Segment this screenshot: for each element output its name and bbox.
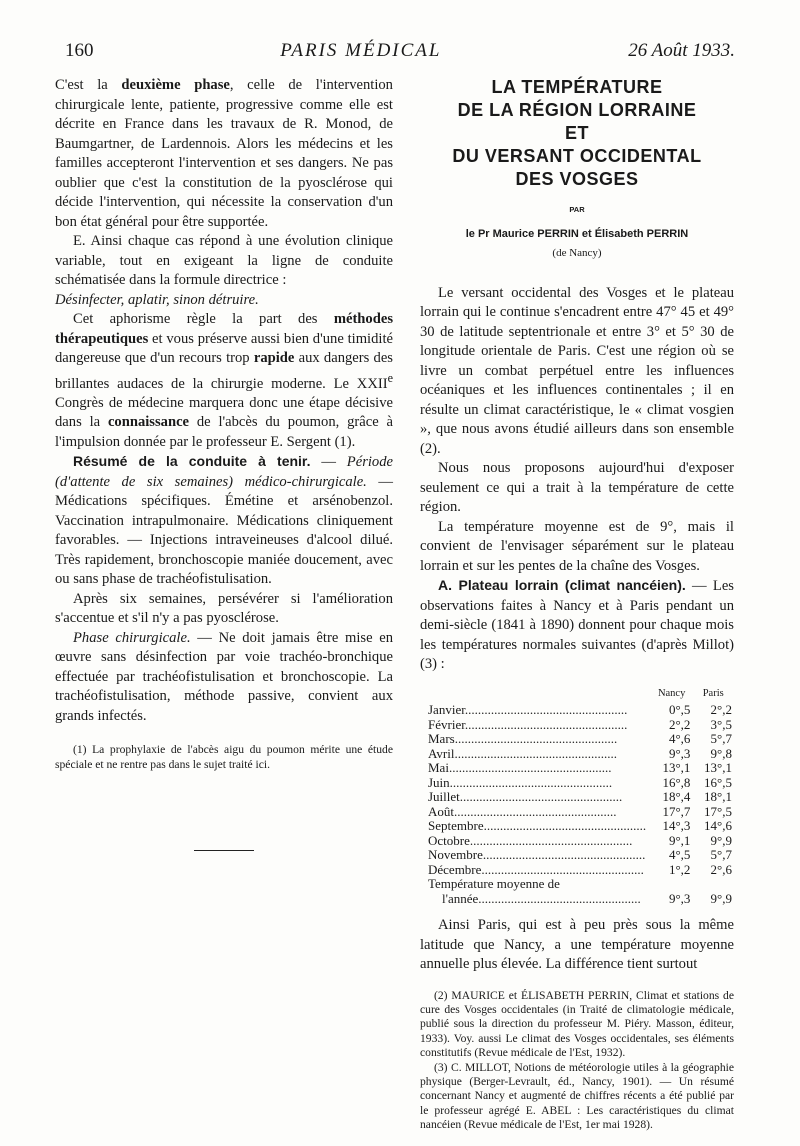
nancy-annual: 9°,3 (668, 890, 691, 906)
nancy-value: 0°,5 (668, 702, 691, 717)
nancy-value: 14°,3 (662, 818, 691, 833)
month-label: Janvier.................................................. (428, 703, 628, 717)
table-row (428, 761, 734, 776)
column-header-nancy: Nancy (657, 687, 686, 699)
nancy-value: 9°,3 (668, 745, 691, 761)
table-row (428, 819, 734, 834)
month-label: Mai.................................................. (428, 761, 612, 775)
month-label: Octobre.................................................. (428, 833, 633, 848)
paragraph: E. Ainsi chaque cas répond à une évolution clinique variable, tout en exigeant la ligne de conduite schématisée dans la formule directrice : (55, 233, 393, 288)
table-row (428, 863, 734, 878)
table-row (428, 703, 734, 718)
paragraph: Cet aphorisme règle la part des méthodes thérapeutiques et vous préserve aussi bien d'une timidité dangereuse que d'un recours trop rapide aux dangers des brillantes audaces de la chirurgie moderne. Le XXIIe Congrès de médecine marquera donc une étape décisive dans la connaissance de l'abcès du poumon, grâce à l'impulsion donnée par le professeur E. Sergent (1). (55, 311, 393, 450)
footnote: (3) C. MILLOT, Notions de météorologie utiles à la géographie physique (Berger-Levrault, éd., Nancy, 1901). — Un résumé concernant Nancy et augmenté de chiffres récents a été publié par le professeur agrégé E. ABEL : Les caractéristiques du climat nancéien (Revue médicale de l'Est, 1er mai 1928). (420, 1060, 734, 1132)
month-label: Juillet.................................................. (428, 790, 623, 804)
paragraph: Après six semaines, persévérer si l'amélioration s'accentue et s'il n'y a pas pyosclérose. (55, 590, 393, 627)
table-row (428, 834, 734, 849)
month-label: Avril.................................................. (428, 746, 617, 761)
right-column (420, 76, 734, 1133)
nancy-value: 16°,8 (662, 774, 691, 790)
table-row (428, 747, 734, 762)
paris-value: 5°,7 (710, 731, 732, 746)
paragraph: La température moyenne est de 9°, mais il convient de l'envisager séparément sur le plateau lorrain et sur les pentes de la chaîne des Vosges. (420, 518, 734, 574)
table-row (428, 805, 734, 820)
paragraph: Phase chirurgicale. — Ne doit jamais être mise en œuvre sans désinfection par voie trachéo-bronchique effectuée par trachéofistulisation et bronchoscopie. La trachéofistulisation, méthode passive, convient aux grands infectés. (55, 629, 394, 724)
page-header (65, 40, 735, 70)
paris-value: 9°,8 (710, 745, 732, 761)
month-label: Septembre.................................................. (428, 819, 647, 833)
paragraph: A. Plateau lorrain (climat nancéien). — Les observations faites à Nancy et à Paris pendant un demi-siècle (1841 à 1890) donnent pour chaque mois les températures normales suivantes (d'après Millot) (3) : (420, 577, 734, 672)
month-label: Février.................................................. (428, 717, 628, 732)
month-label: Juin.................................................. (428, 775, 613, 790)
paris-value: 9°,9 (710, 832, 732, 848)
page-number: 160 (65, 40, 94, 61)
nancy-value: 9°,1 (668, 832, 691, 848)
month-label: Août.................................................. (428, 804, 617, 819)
month-label: Novembre.................................................. (428, 848, 646, 862)
nancy-value: 2°,2 (668, 716, 691, 732)
issue-date: 26 Août 1933. (628, 40, 735, 61)
nancy-value: 4°,5 (668, 847, 691, 862)
table-row (428, 776, 734, 791)
footnotes (420, 989, 734, 1133)
footnote: (1) La prophylaxie de l'abcès aigu du poumon mérite une étude spéciale et ne rentre pas dans le sujet traité ici. (55, 743, 393, 772)
paris-value: 3°,5 (710, 716, 732, 732)
nancy-value: 4°,6 (668, 731, 691, 746)
footnote: (2) MAURICE et ÉLISABETH PERRIN, Climat et stations de cure des Vosges occidentales (in Traité de climatologie médicale, publié sous la direction du professeur M. Piéry. Masson, éditeur, 1933). Voy. aussi Le climat des Vosges occidentales, ses éléments constitutifs (Revue médicale de l'Est, 1932). (420, 988, 734, 1060)
table-row (428, 790, 734, 805)
table-row (428, 732, 734, 747)
month-label: Décembre.................................................. (428, 862, 644, 877)
affiliation: (de Nancy) (552, 247, 602, 259)
paragraph: Résumé de la conduite à tenir. — Période (d'attente de six semaines) médico-chirurgicale. — Médications spécifiques. Émétine et arsénobenzol. Vaccination intrapulmonaire. Médications cliniquement favorables. — Injections intraveineuses d'alcool dilué. Très rapidement, bronchoscopie maniée doucement, avec ou sans phase de trachéofistulisation. (55, 453, 393, 588)
section-heading: Résumé de la conduite à tenir. (73, 453, 311, 470)
table-row-annual: l'année.................................................. 9°,3 9°,9 (442, 890, 732, 906)
table-row (428, 848, 734, 863)
paris-value: 2°,6 (710, 861, 732, 877)
article-title: LA TEMPÉRATURE DE LA RÉGION LORRAINE ET DU VERSANT OCCIDENTAL DES VOSGES (452, 77, 702, 189)
paris-value: 16°,5 (704, 774, 732, 790)
paris-value: 13°,1 (704, 760, 732, 775)
column-end-rule (194, 850, 254, 851)
nancy-value: 18°,4 (662, 789, 691, 804)
column-header-paris: Paris (702, 687, 724, 699)
section-heading: A. Plateau lorrain (climat nancéien). (438, 577, 686, 593)
paragraph: C'est la deuxième phase, celle de l'intervention chirurgicale lente, patiente, progressive comme elle est décrite en France dans les travaux de R. Monod, de Baumgartner, de Lardennois. Alors les médecins et les familles accepteront l'intervention et ses dangers. Ne pas oublier que c'est la constitution de la pyosclérose qui décide l'intervention, qui nécessite la conservation d'un bon état général pour être supportée. (55, 77, 393, 230)
paris-value: 5°,7 (710, 847, 732, 862)
temperature-table (428, 687, 734, 907)
month-label: Mars.................................................. (428, 732, 618, 746)
table-row (428, 718, 734, 733)
authors: le Pr Maurice PERRIN et Élisabeth PERRIN (465, 227, 689, 240)
nancy-value: 17°,7 (662, 803, 691, 819)
journal-title: PARIS MÉDICAL (280, 40, 442, 61)
paris-value: 2°,2 (710, 702, 732, 717)
paragraph: Ainsi Paris, qui est à peu près sous la même latitude que Nancy, a une température moyenne annuelle plus élevée. La différence tient surtout (420, 917, 734, 972)
motto: Désinfecter, aplatir, sinon détruire. (55, 291, 259, 308)
left-column (55, 76, 393, 851)
paris-value: 17°,5 (704, 803, 732, 819)
paragraph: Le versant occidental des Vosges et le plateau lorrain qui le continue s'encadrent entre 47° 45 et 49° 30 de latitude septentrionale et entre 3° et 5° 30 de longitude orientale de Paris. C'est une région où se livre un combat perpétuel entre les influences océaniques et les influences continentales ; il en résulte un climat caractéristique, le « climat vosgien », que nous avons étudié ailleurs dans son ensemble (2). (420, 284, 734, 457)
byline-par: PAR (569, 205, 585, 214)
nancy-value: 13°,1 (662, 760, 691, 775)
paris-value: 14°,6 (704, 818, 732, 833)
paris-value: 18°,1 (704, 789, 732, 804)
paris-annual: 9°,9 (710, 890, 732, 906)
nancy-value: 1°,2 (668, 861, 691, 877)
paragraph: Nous nous proposons aujourd'hui d'exposer seulement ce qui a trait à la température de cette région. (420, 460, 734, 515)
table-row-annual-label: Température moyenne de (428, 877, 560, 891)
